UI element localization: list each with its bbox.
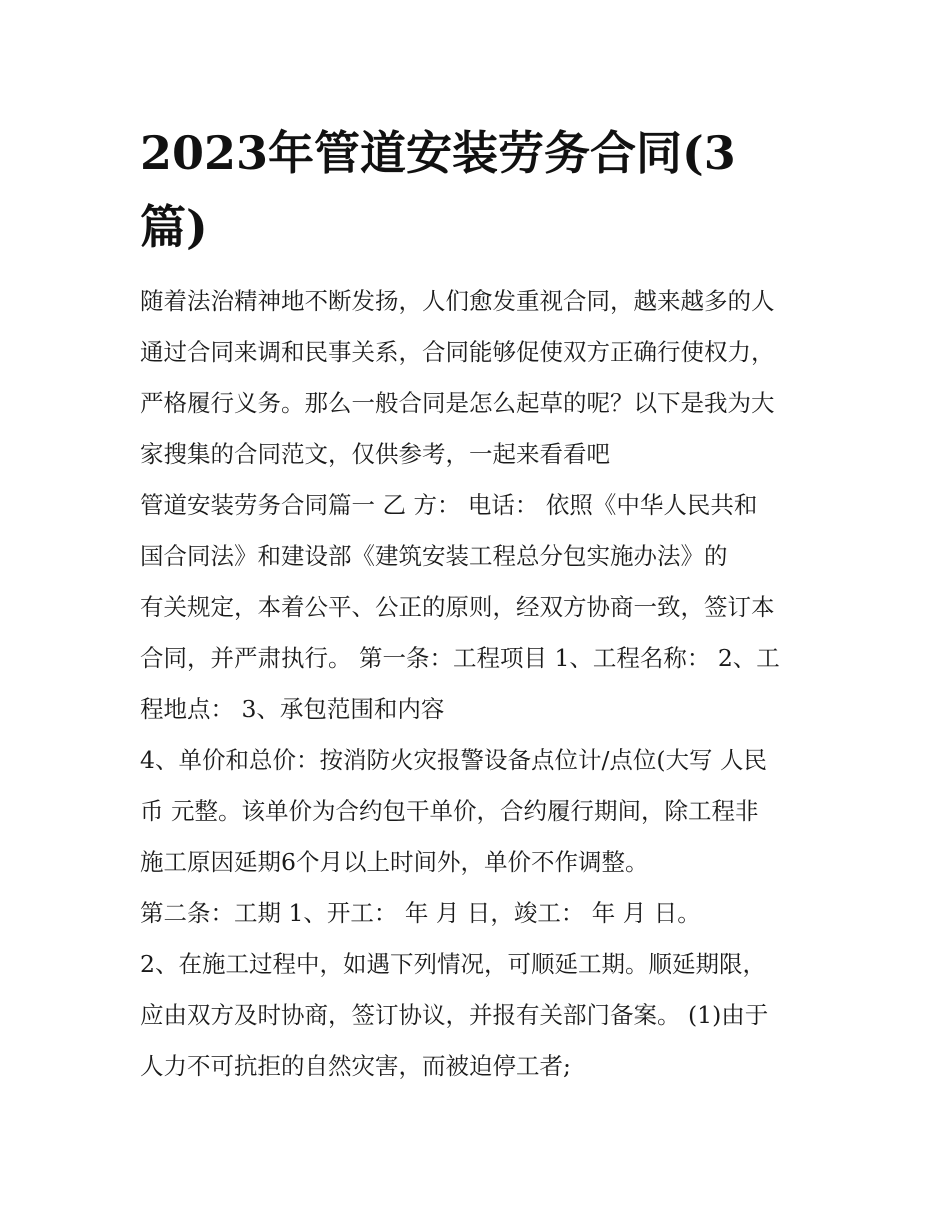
document-title <box>140 116 820 264</box>
body-line: 家搜集的合同范文，仅供参考，一起来看看吧 <box>140 440 610 468</box>
body-line: 应由双方及时协商，签订协议，并报有关部门备案。 (1)由于 <box>140 1001 769 1029</box>
body-line: 通过合同来调和民事关系，合同能够促使双方正确行使权力， <box>140 338 775 366</box>
title-line: 2023年管道安装劳务合同(3 <box>140 126 736 180</box>
body-line: 管道安装劳务合同篇一 乙 方： 电话： 依照《中华人民共和 <box>140 491 758 519</box>
body-line: 第二条：工期 1、开工： 年 月 日，竣工： 年 月 日。 <box>140 899 701 927</box>
body-line: 随着法治精神地不断发扬，人们愈发重视合同，越来越多的人 <box>140 287 775 315</box>
document-body <box>140 276 820 1092</box>
title-line: 篇) <box>140 200 208 254</box>
body-line: 币 元整。该单价为合约包干单价，合约履行期间，除工程非 <box>140 797 759 825</box>
body-line: 严格履行义务。那么一般合同是怎么起草的呢？以下是我为大 <box>140 389 775 417</box>
body-line: 合同，并严肃执行。 第一条：工程项目 1、工程名称： 2、工 <box>140 644 780 672</box>
body-line: 程地点： 3、承包范围和内容 <box>140 695 445 723</box>
body-line: 4、单价和总价：按消防火灾报警设备点位计/点位(大写 人民 <box>140 746 768 774</box>
body-line: 人力不可抗拒的自然灾害，而被迫停工者; <box>140 1052 571 1080</box>
body-line: 国合同法》和建设部《建筑安装工程总分包实施办法》的 <box>140 542 728 570</box>
body-line: 施工原因延期6个月以上时间外，单价不作调整。 <box>140 848 649 876</box>
body-line: 有关规定，本着公平、公正的原则，经双方协商一致，签订本 <box>140 593 775 621</box>
body-line: 2、在施工过程中，如遇下列情况，可顺延工期。顺延期限， <box>140 950 766 978</box>
